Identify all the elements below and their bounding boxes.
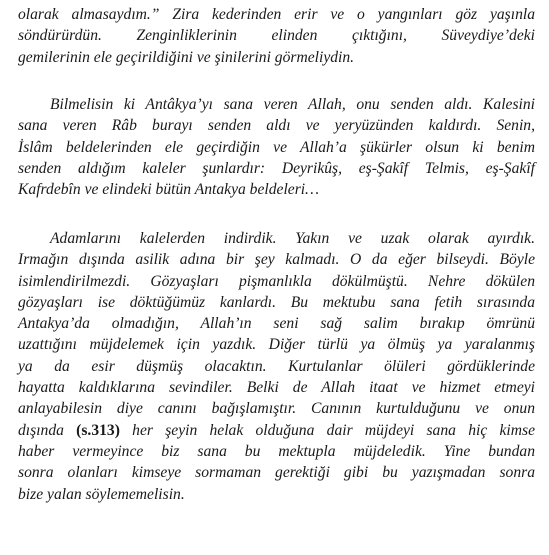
text-line: hayatta kaldıklarına sevindiler. Belki de Allah itaat ve hizmet etmeyi xyxy=(18,379,535,397)
text-line: haber vermeyince biz sana bu mektupla müjdeledik. Yine bundan xyxy=(18,442,535,460)
text-line: olarak almasaydım.” Zira kederinden erir ve o yangınları göz yaşınla xyxy=(18,6,535,23)
text-line: senden aldığım kaleler şunlardır: Deyrikûş, eş-Şakîf Telmis, eş-Şakîf xyxy=(18,159,535,177)
page-reference: (s.313) xyxy=(76,421,120,439)
text-line: gözyaşları ise döktüğümüz kanlardı. Bu mektubu sana fetih sırasında xyxy=(18,293,535,311)
text-line: anlayabilesin diye canını bağışlamıştır. Canının kurtulduğunu ve onun xyxy=(18,400,535,418)
paragraph-1 xyxy=(18,4,535,68)
text-line xyxy=(18,420,535,441)
text-line: İslâm beldelerinden ele geçirdiğin ve Allah’a şükürler olsun ki benim xyxy=(18,138,535,156)
text-line: Bilmelisin ki Antâkya’yı sana veren Allah, onu senden aldı. Kalesini xyxy=(50,96,535,113)
text-line: Kafrdebîn ve elindeki bütün Antakya beldeleri… xyxy=(18,181,319,199)
text-line: söndürürdün. Zenginliklerinin elinden çıktığını, Süveydiye’deki xyxy=(18,27,535,45)
paragraph-3 xyxy=(18,228,535,505)
text-line: sana veren Râb burayı senden aldı ve yeryüzünden kaldırdı. Senin, xyxy=(18,117,535,135)
text-line: uzattığını müjdelemek için yazdık. Diğer türlü ya ölmüş ya yaralanmış xyxy=(18,336,535,354)
text-line: isimlendirilmezdi. Gözyaşları pişmanlıkla dökülmüştü. Nehre dökülen xyxy=(18,272,535,290)
text-segment: dışında xyxy=(18,421,64,439)
paragraph-2 xyxy=(18,94,535,200)
text-line: Antakya’da olmadığın, Allah’ın seni sağ salim bırakıp ömrünü xyxy=(18,315,535,333)
text-line: Adamlarını kalelerden indirdik. Yakın ve uzak olarak ayırdık. xyxy=(50,230,535,247)
text-segment: her şeyin helak olduğuna dair müjdeyi sana hiç kimse xyxy=(132,421,535,439)
text-line: Irmağın dışında asilik adına bir şey kalmadı. O da eğer bilseydi. Böyle xyxy=(18,251,535,269)
text-line: gemilerinin ele geçirildiğini ve şinilerini görmeliydin. xyxy=(18,48,355,66)
text-line: ya da esir düşmüş olacaktın. Kurtulanlar ölüleri gördüklerinde xyxy=(18,357,535,375)
text-line: sonra olanları kimseye sormaman gerektiği gibi bu yazışmadan sonra xyxy=(18,464,535,482)
text-line: bize yalan söylememelisin. xyxy=(18,485,185,503)
